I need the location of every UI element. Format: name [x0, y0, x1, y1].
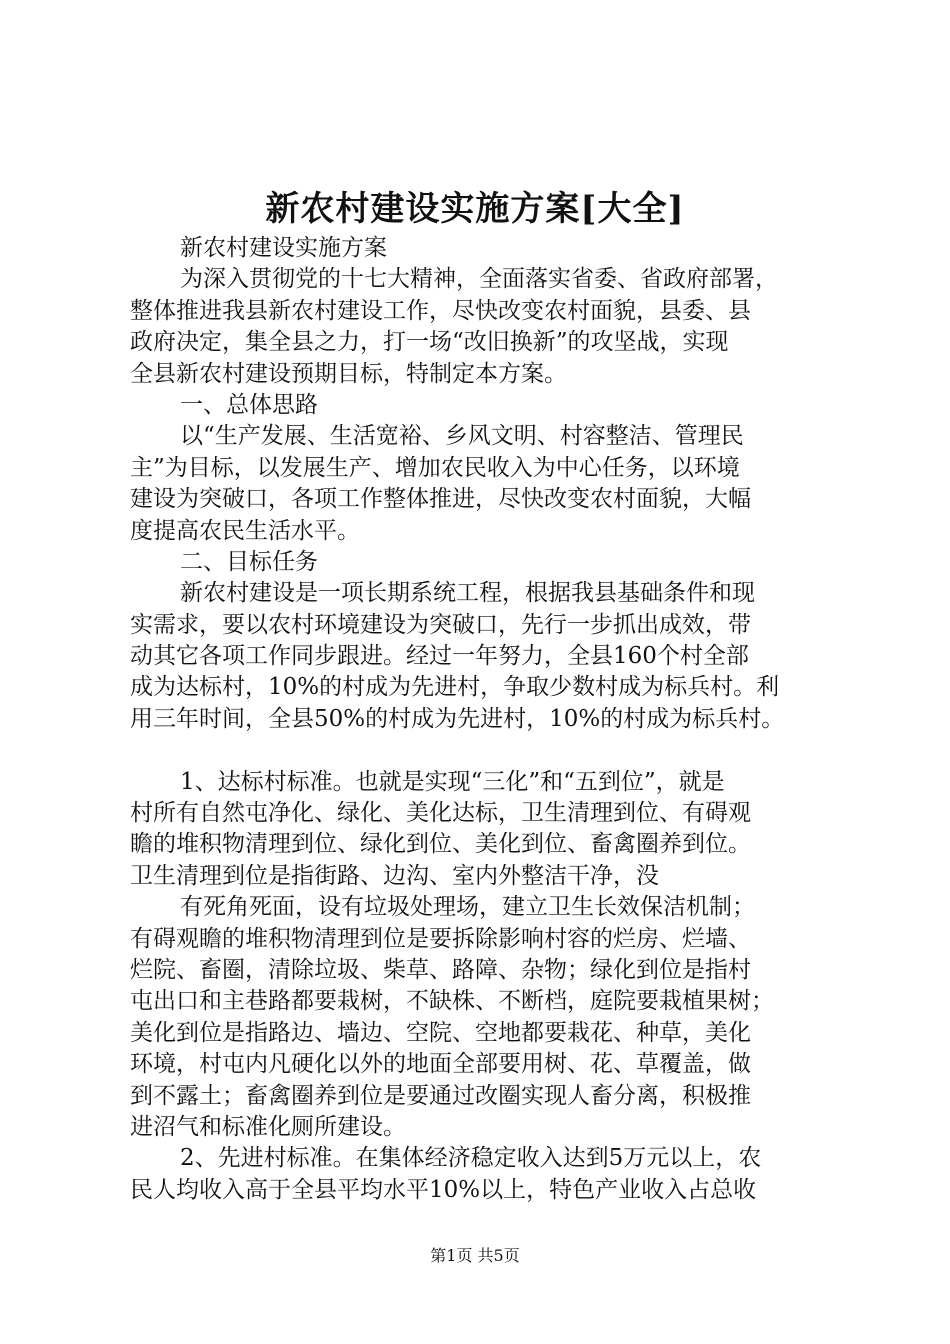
text-line: 用三年时间，全县50%的村成为先进村，10%的村成为标兵村。 [130, 705, 785, 732]
text-line: 瞻的堆积物清理到位、绿化到位、美化到位、畜禽圈养到位。 [130, 831, 751, 858]
text-line: 新农村建设是一项长期系统工程，根据我县基础条件和现 [180, 580, 755, 607]
text-line: 建设为突破口，各项工作整体推进，尽快改变农村面貌，大幅 [130, 486, 751, 513]
text-line: 环境，村屯内凡硬化以外的地面全部要用树、花、草覆盖，做 [130, 1051, 751, 1078]
text-line: 整体推进我县新农村建设工作，尽快改变农村面貌，县委、县 [130, 297, 751, 324]
text-line: 有死角死面，设有垃圾处理场，建立卫生长效保洁机制； [180, 894, 755, 921]
text-line: 新农村建设实施方案 [180, 235, 387, 261]
text-line: 度提高农民生活水平。 [130, 517, 360, 544]
document-body [130, 233, 830, 1206]
text-line: 实需求，要以农村环境建设为突破口，先行一步抓出成效，带 [130, 611, 751, 638]
text-line: 有碍观瞻的堆积物清理到位是要拆除影响村容的烂房、烂墙、 [130, 925, 751, 952]
text-line [130, 735, 830, 766]
text-line: 为深入贯彻党的十七大精神，全面落实省委、省政府部署， [180, 266, 778, 293]
text-line: 政府决定，集全县之力，打一场“改旧换新”的攻坚战，实现 [130, 329, 729, 356]
text-line: 村所有自然屯净化、绿化、美化达标，卫生清理到位、有碍观 [130, 800, 751, 827]
text-line: 动其它各项工作同步跟进。经过一年努力，全县160个村全部 [130, 643, 749, 670]
text-line: 成为达标村，10%的村成为先进村，争取少数村成为标兵村。利 [130, 674, 780, 701]
text-line: 一、总体思路 [180, 391, 318, 418]
text-line: 主”为目标，以发展生产、增加农民收入为中心任务，以环境 [130, 454, 740, 481]
page-footer: 第1页 共5页 [430, 1246, 520, 1265]
text-line: 卫生清理到位是指街路、边沟、室内外整洁干净，没 [130, 862, 659, 889]
text-line: 全县新农村建设预期目标，特制定本方案。 [130, 360, 567, 387]
text-line: 1、达标村标准。也就是实现“三化”和“五到位”，就是 [180, 768, 725, 795]
text-line: 屯出口和主巷路都要栽树，不缺株、不断档，庭院要栽植果树； [130, 988, 774, 1015]
text-line: 到不露土；畜禽圈养到位是要通过改圈实现人畜分离，积极推 [130, 1082, 751, 1109]
text-line: 美化到位是指路边、墙边、空院、空地都要栽花、种草，美化 [130, 1019, 751, 1046]
text-line: 进沼气和标准化厕所建设。 [130, 1113, 406, 1140]
document-title: 新农村建设实施方案[大全] [265, 189, 685, 229]
text-line: 民人均收入高于全县平均水平10%以上，特色产业收入占总收 [130, 1176, 757, 1203]
text-line: 以“生产发展、生活宽裕、乡风文明、村容整洁、管理民 [180, 423, 744, 450]
text-line: 2、先进村标准。在集体经济稳定收入达到5万元以上，农 [180, 1145, 762, 1172]
text-line: 烂院、畜圈，清除垃圾、柴草、路障、杂物；绿化到位是指村 [130, 956, 751, 983]
text-line: 二、目标任务 [180, 548, 318, 575]
